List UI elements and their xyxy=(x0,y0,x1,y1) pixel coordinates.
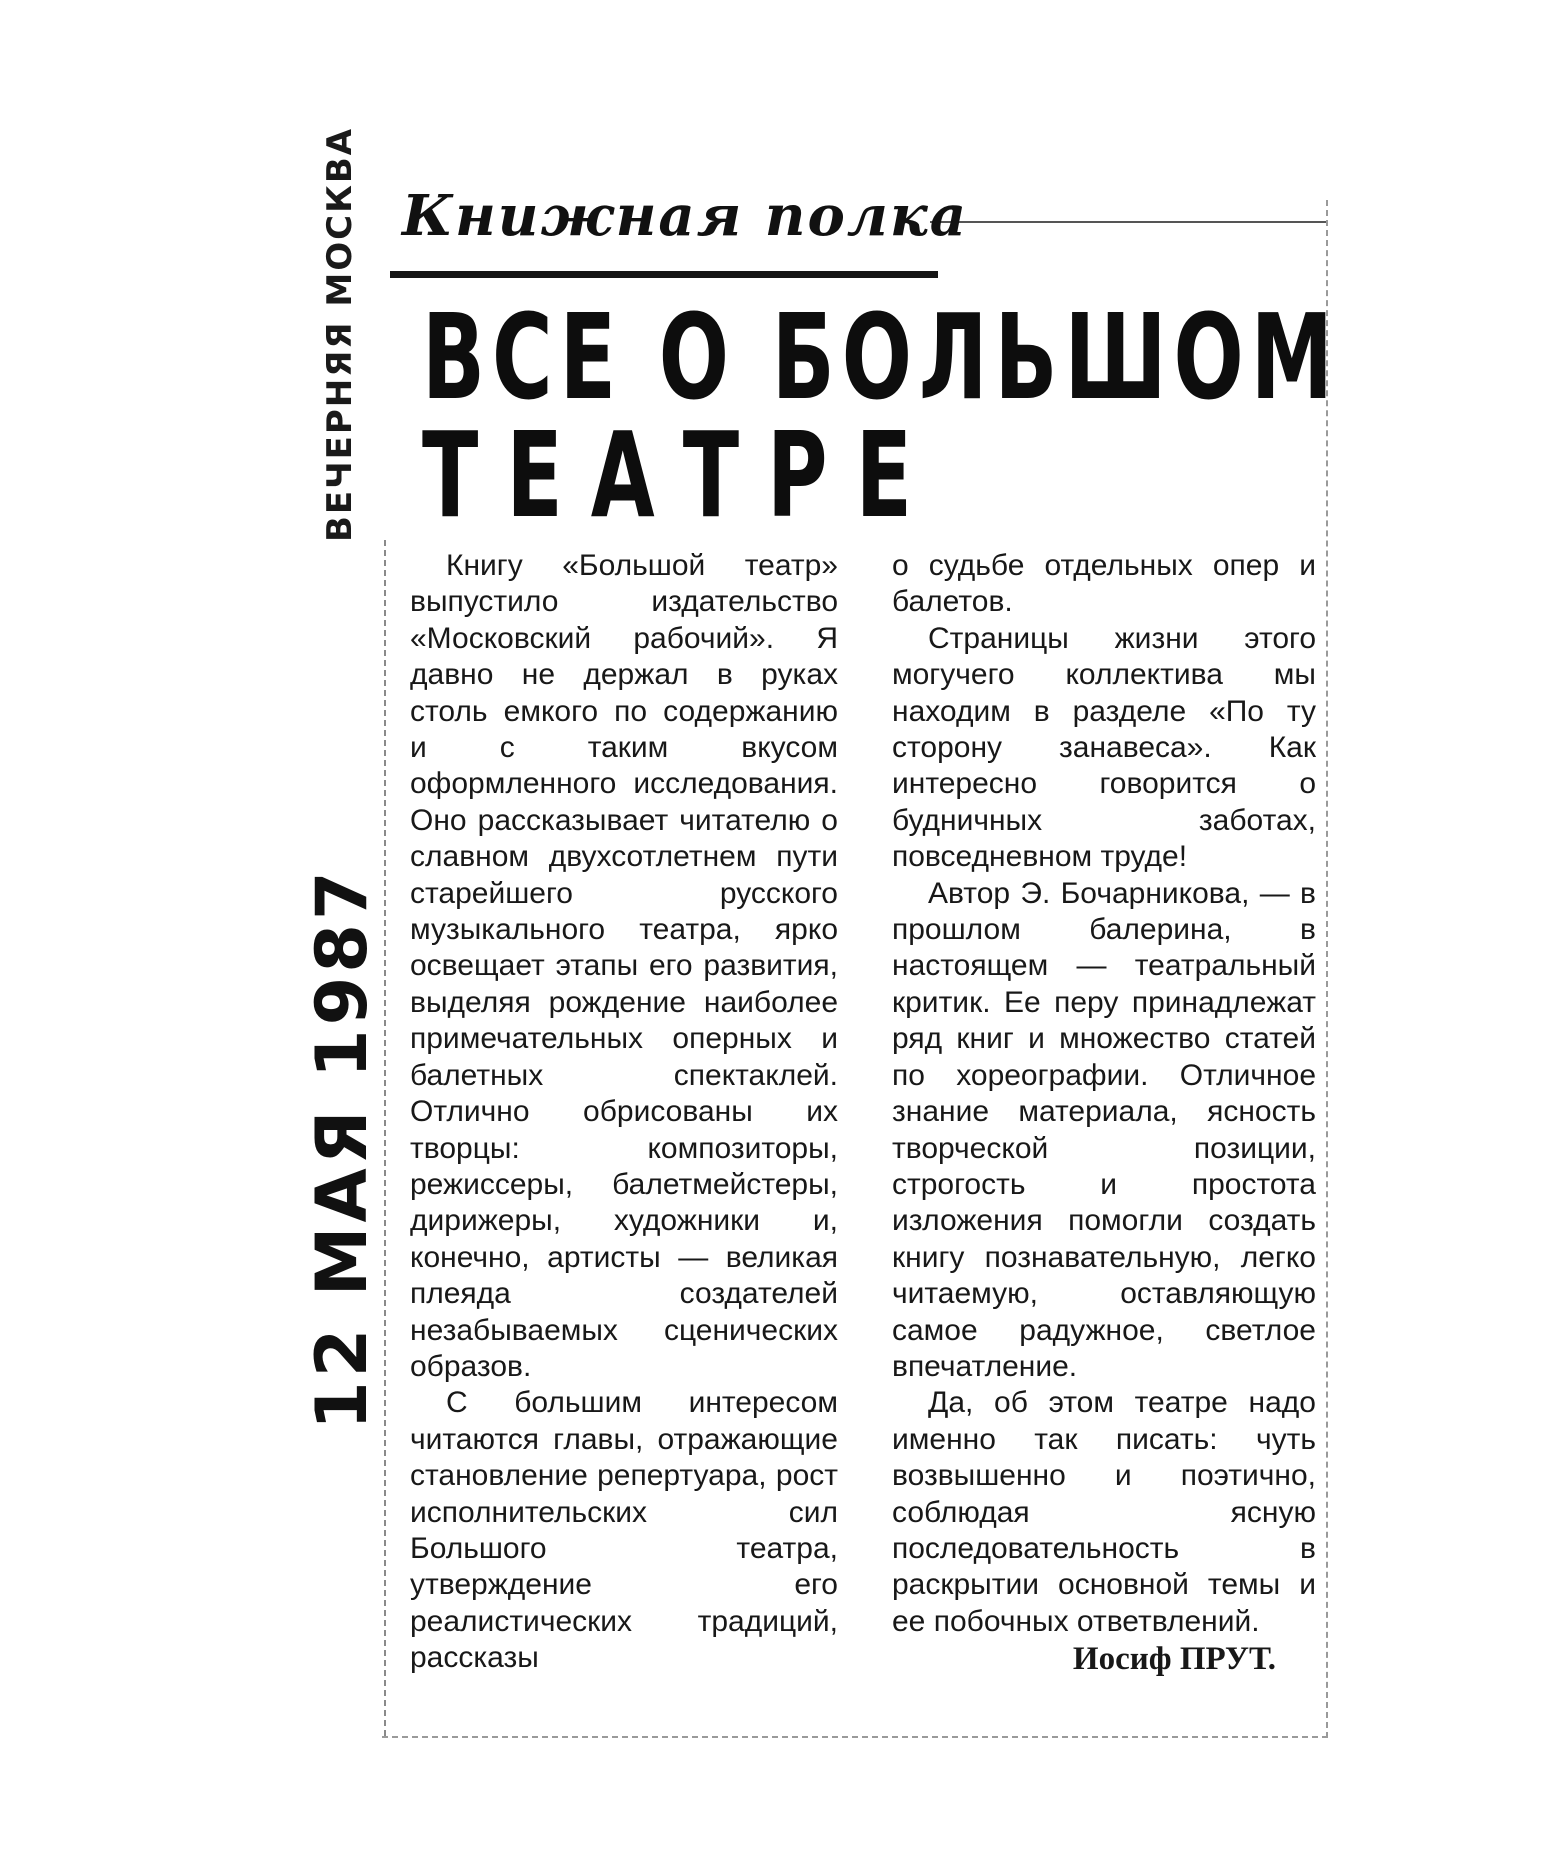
paragraph: Книгу «Большой театр» выпустило издательство «Московский рабочий». Я давно не держал в руках столь емкого по содержанию и с таким вкусом оформленного исследования. Оно рассказывает читателю о славном двухсотлетнем пути старейшего русского музыкального театра, ярко освещает этапы его развития, выделяя рождение наиболее примечательных оперных и балетных спектаклей. Отлично обрисованы их творцы: композиторы, режиссеры, балетмейстеры, дирижеры, художники и, конечно, артисты — великая плеяда создателей незабываемых сценических образов. xyxy=(410,549,838,1383)
headline xyxy=(422,288,1564,544)
left-rule xyxy=(384,540,386,1736)
rubric-underline xyxy=(390,271,938,278)
paragraph: С большим интересом читаются главы, отражающие становление репертуара, рост исполнительских сил Большого театра, утверждение его реалистических традиций, рассказы xyxy=(410,1386,838,1675)
paragraph: Автор Э. Бочарникова, — в прошлом балерина, в настоящем — театральный критик. Ее перу принадлежат ряд книг и множество статей по хореографии. Отличное знание материала, ясность творческой позиции, строгость и простота изложения помогли создать книгу познавательную, легко читаемую, оставляющую самое радужное, светлое впечатление. xyxy=(892,876,1316,1383)
left-column xyxy=(410,548,838,1677)
paragraph: Страницы жизни этого могучего коллектива мы находим в разделе «По ту сторону занавеса». Как интересно говорится о будничных заботах, повседневном труде! xyxy=(892,621,1316,874)
right-column xyxy=(892,548,1316,1678)
paragraph: Да, об этом театре надо именно так писать: чуть возвышенно и поэтично, соблюдая ясную последовательность в раскрытии основной темы и ее побочных ответвлений. xyxy=(892,1386,1316,1638)
author-signature: Иосиф ПРУТ. xyxy=(1072,1641,1276,1678)
rubric-title: Книжная полка xyxy=(402,183,969,249)
top-rule xyxy=(930,221,1326,223)
headline-line-2: ТЕАТРЕ xyxy=(422,406,941,544)
headline-line-1: ВСЕ О БОЛЬШОМ xyxy=(422,288,1340,426)
paragraph-continuation: о судьбе отдельных опер и балетов. xyxy=(892,549,1316,619)
newspaper-masthead: ВЕЧЕРНЯЯ МОСКВА xyxy=(320,126,360,542)
date-stamp: 12 МАЯ 1987 xyxy=(301,867,383,1430)
